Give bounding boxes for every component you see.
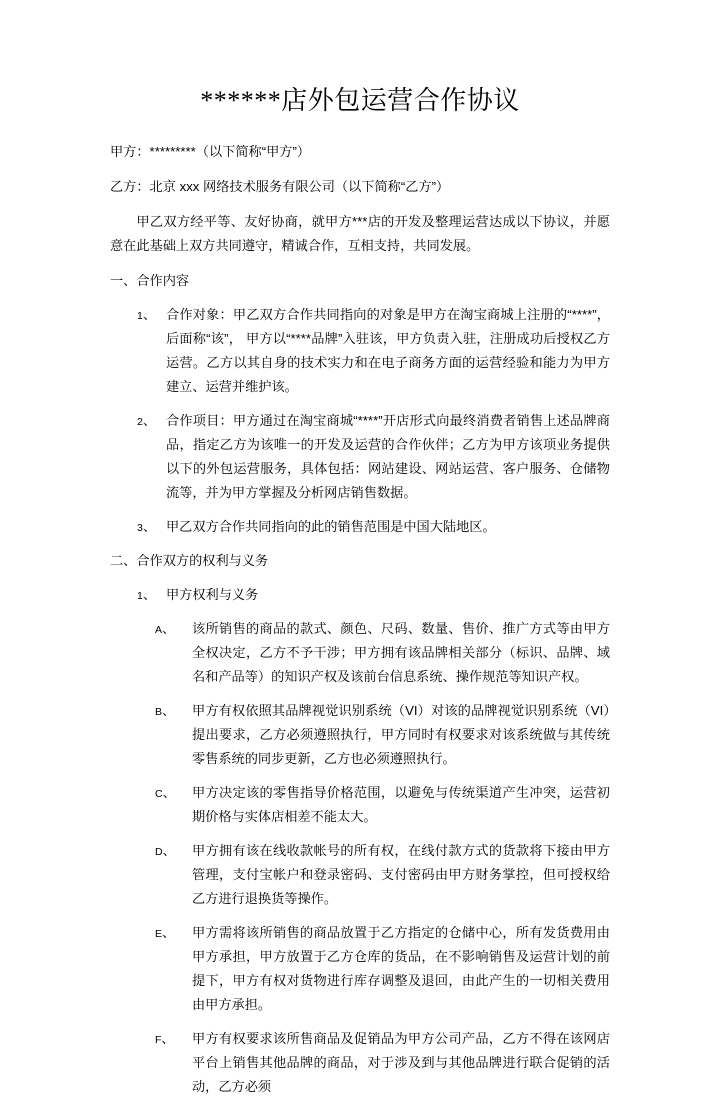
list-item-text: 甲方权利与义务: [166, 587, 259, 602]
list-item: [110, 583, 610, 607]
list-item-text: 合作项目：甲方通过在淘宝商城“****”开店形式向最终消费者销售上述品牌商品，指定乙方为该唯一的开发及运营的合作伙伴；乙方为甲方该项业务提供以下的外包运营服务，具体包括：网站建设、网站运营、客户服务、仓储物流等，并为甲方掌握及分析网店销售数据。: [166, 413, 610, 500]
sub-list-marker-suffix: 、: [162, 703, 176, 718]
list-item: [110, 303, 610, 399]
preamble-paragraph: 甲乙双方经平等、友好协商，就甲方***店的开发及整理运营达成以下协议，并愿意在此基础上双方共同遵守，精诚合作，互相支持，共同发展。: [110, 214, 610, 253]
list-marker-number: 2: [137, 416, 143, 428]
sub-list-item-text: 甲方有权依照其品牌视觉识别系统（VI）对该的品牌视觉识别系统（VI）提出要求，乙方必须遵照执行，甲方同时有权要求对该系统做与其传统零售系统的同步更新，乙方也必须遵照执行。: [192, 703, 610, 766]
sub-list-marker-letter: A: [155, 624, 163, 636]
sub-list-marker-suffix: 、: [161, 1031, 175, 1046]
sub-list-marker: [155, 839, 195, 864]
section-heading-2: 二、合作双方的权利与义务: [110, 553, 269, 568]
sub-list-item-text: 甲方拥有该在线收款帐号的所有权，在线付款方式的货款将下接由甲方管理，支付宝帐户和登录密码、支付密码由甲方财务掌控，但可授权给乙方进行退换货等操作。: [192, 843, 610, 906]
sub-list-marker: [155, 1027, 195, 1052]
page-title: ******店外包运营合作协议: [200, 86, 520, 115]
section-heading-1: 一、合作内容: [110, 273, 190, 288]
list-marker-number: 1: [137, 310, 143, 322]
sub-list-marker-letter: F: [155, 1034, 162, 1046]
sub-list-item-text: 甲方有权要求该所售商品及促销品为甲方公司产品，乙方不得在该网店平台上销售其他品牌的商品，对于涉及到与其他品牌进行联合促销的活动，乙方必须: [192, 1031, 610, 1094]
list-marker: [137, 409, 171, 434]
list-marker: [137, 303, 171, 328]
sub-list-item: [110, 1027, 610, 1099]
party-b-line: 乙方：北京 xxx 网络技术服务有限公司（以下简称“乙方”）: [110, 179, 450, 194]
list-marker: [137, 515, 171, 540]
sub-list-marker-suffix: 、: [162, 621, 176, 636]
sub-list-item: [110, 839, 610, 911]
sub-list-marker: [155, 617, 195, 642]
sub-list-marker-letter: D: [155, 846, 163, 858]
sub-list-item-text: 甲方需将该所销售的商品放置于乙方指定的仓储中心，所有发货费用由甲方承担，甲方放置于乙方仓库的货品，在不影响销售及运营计划的前提下，甲方有权对货物进行库存调整及退回，由此产生的一切相关费用由甲方承担。: [192, 925, 610, 1012]
list-marker-number: 3: [137, 522, 143, 534]
sub-list-marker: [155, 921, 195, 946]
list-marker-suffix: 、: [142, 519, 157, 534]
sub-list-item: [110, 699, 610, 771]
list-item-text: 甲乙双方合作共同指向的此的销售范围是中国大陆地区。: [166, 519, 496, 534]
sub-list-marker-letter: C: [155, 788, 163, 800]
list-item: [110, 515, 610, 539]
sub-list-marker-suffix: 、: [162, 925, 176, 940]
list-marker-suffix: 、: [142, 413, 157, 428]
sub-list-marker-suffix: 、: [162, 843, 176, 858]
list-marker: [137, 583, 171, 608]
party-a-line: 甲方：*********（以下简称“甲方”）: [110, 144, 311, 159]
sub-list-item: [110, 781, 610, 829]
sub-list-marker-suffix: 、: [162, 785, 176, 800]
list-marker-number: 1: [137, 590, 143, 602]
sub-list-marker-letter: E: [155, 928, 163, 940]
list-item: [110, 409, 610, 505]
sub-list-marker: [155, 781, 195, 806]
sub-list-marker-letter: B: [155, 706, 163, 718]
sub-list-marker: [155, 699, 195, 724]
sub-list-item-text: 该所销售的商品的款式、颜色、尺码、数量、售价、推广方式等由甲方全权决定，乙方不予干涉；甲方拥有该品牌相关部分（标识、品牌、域名和产品等）的知识产权及该前台信息系统、操作规范等知识产权。: [192, 621, 610, 684]
list-item-text: 合作对象：甲乙双方合作共同指向的对象是甲方在淘宝商城上注册的“****”，后面称“该”， 甲方以“****品牌”入驻该，甲方负责入驻，注册成功后授权乙方运营。乙方以其自身的技术实力和在电子商务方面的运营经验和能力为甲方建立、运营并维护该。: [166, 307, 610, 394]
sub-list-item: [110, 921, 610, 1017]
sub-list-item: [110, 617, 610, 689]
list-marker-suffix: 、: [142, 587, 157, 602]
sub-list-item-text: 甲方决定该的零售指导价格范围，以避免与传统渠道产生冲突，运营初期价格与实体店相差不能太大。: [192, 785, 610, 824]
list-marker-suffix: 、: [142, 307, 157, 322]
